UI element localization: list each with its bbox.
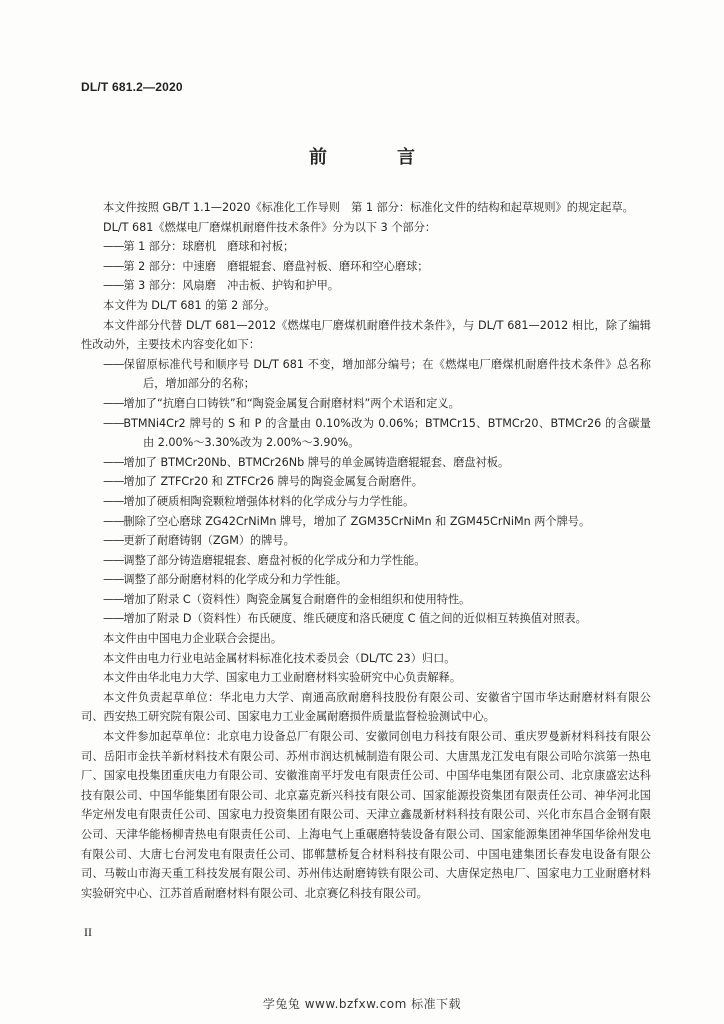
paragraph-text: BTMNi4Cr2 牌号的 S 和 P 的含量由 0.10%改为 0.06%；BTMCr15、BTMCr20、BTMCr26 的含碳量由 2.00%～3.30%改为 2.00%～3.90%。	[123, 416, 651, 450]
paragraph-text: 本文件负责起草单位：华北电力大学、南通高欣耐磨科技股份有限公司、安徽省宁国市华达耐磨材料有限公司、西安热工研究院有限公司、国家电力工业金属耐磨损件质量监督检验测试中心。	[81, 690, 651, 724]
dash-marker: ——	[103, 475, 124, 489]
change-list-item	[81, 570, 651, 590]
change-list-item	[81, 551, 651, 571]
change-list-item	[81, 355, 651, 394]
paragraph-text: 增加了 ZTFCr20 和 ZTFCr26 牌号的陶瓷金属复合耐磨件。	[123, 475, 423, 489]
paragraph-text: 增加了 BTMCr20Nb、BTMCr26Nb 牌号的单金属铸造磨辊辊套、磨盘衬板。	[123, 455, 510, 469]
dash-marker: ——	[103, 259, 124, 273]
change-list-item	[81, 492, 651, 512]
change-list-item	[81, 453, 651, 473]
dash-marker: ——	[103, 494, 124, 508]
paragraph-text: DL/T 681《燃煤电厂磨煤机耐磨件技术条件》分为以下 3 个部分：	[103, 220, 437, 234]
dash-marker: ——	[103, 534, 124, 548]
paragraph	[81, 688, 651, 727]
change-list-item	[81, 512, 651, 532]
paragraph-text: 本文件由华北电力大学、国家电力工业耐磨材料实验研究中心负责解释。	[103, 671, 462, 685]
paragraph-text: 增加了附录 C（资料性）陶瓷金属复合耐磨件的金相组织和使用特性。	[123, 592, 471, 606]
dash-marker: ——	[103, 416, 124, 430]
page-number: II	[84, 925, 92, 939]
watermark-text: 学兔兔 www.bzfxw.com 标准下载	[262, 997, 462, 1011]
paragraph-text: 更新了耐磨铸钢（ZGM）的牌号。	[123, 534, 295, 548]
paragraph-text: 增加了硬质相陶瓷颗粒增强体材料的化学成分与力学性能。	[123, 494, 415, 508]
paragraph-text: 调整了部分铸造磨辊辊套、磨盘衬板的化学成分和力学性能。	[123, 553, 426, 567]
dash-marker: ——	[103, 240, 124, 254]
dash-marker: ——	[103, 279, 124, 293]
dash-marker: ——	[103, 396, 124, 410]
paragraph-text: 增加了附录 D（资料性）布氏硬度、维氏硬度和洛氏硬度 C 值之间的近似相互转换值对照表。	[123, 612, 587, 626]
paragraph	[81, 649, 651, 669]
paragraph-text: 增加了“抗磨白口铸铁”和“陶瓷金属复合耐磨材料”两个术语和定义。	[123, 396, 460, 410]
paragraph	[81, 668, 651, 688]
change-list-item	[81, 590, 651, 610]
dash-marker: ——	[103, 357, 124, 371]
change-list-item	[81, 257, 651, 277]
paragraph-text: 本文件为 DL/T 681 的第 2 部分。	[103, 298, 276, 312]
paragraph-text: 本文件部分代替 DL/T 681—2012《燃煤电厂磨煤机耐磨件技术条件》，与 DL/T 681—2012 相比，除了编辑性改动外，主要技术内容变化如下：	[81, 318, 651, 352]
change-list-item	[81, 531, 651, 551]
change-list-item	[81, 237, 651, 257]
paragraph-text: 删除了空心磨球 ZG42CrNiMn 牌号，增加了 ZGM35CrNiMn 和 ZGM45CrNiMn 两个牌号。	[123, 514, 591, 528]
dash-marker: ——	[103, 455, 124, 469]
paragraph	[81, 218, 651, 238]
paragraph	[81, 629, 651, 649]
paragraph-text: 保留原标准代号和顺序号 DL/T 681 不变，增加部分编号；在《燃煤电厂磨煤机耐磨件技术条件》总名称后，增加部分的名称；	[123, 357, 651, 391]
paragraph	[81, 296, 651, 316]
paragraph	[81, 727, 651, 903]
dash-marker: ——	[103, 573, 124, 587]
paragraph-text: 调整了部分耐磨材料的化学成分和力学性能。	[123, 573, 348, 587]
paragraph-text: 本文件由中国电力企业联合会提出。	[103, 632, 283, 646]
paragraph-text: 第 1 部分：球磨机 磨球和衬板；	[123, 240, 295, 254]
change-list-item	[81, 394, 651, 414]
paragraph-text: 本文件由电力行业电站金属材料标准化技术委员会（DL/TC 23）归口。	[103, 651, 456, 665]
dash-marker: ——	[103, 514, 124, 528]
dash-marker: ——	[103, 592, 124, 606]
change-list-item	[81, 414, 651, 453]
dash-marker: ——	[103, 553, 124, 567]
page-title: 前 言	[309, 147, 441, 168]
change-list-item	[81, 472, 651, 492]
change-list-item	[81, 609, 651, 629]
document-code: DL/T 681.2—2020	[81, 80, 183, 94]
paragraph-text: 第 2 部分：中速磨 磨辊辊套、磨盘衬板、磨环和空心磨球；	[123, 259, 429, 273]
foreword-body	[81, 198, 651, 903]
paragraph-text: 第 3 部分：风扇磨 冲击板、护钩和护甲。	[123, 279, 339, 293]
paragraph	[81, 316, 651, 355]
paragraph	[81, 198, 651, 218]
paragraph-text: 本文件按照 GB/T 1.1—2020《标准化工作导则 第 1 部分：标准化文件的结构和起草规则》的规定起草。	[103, 201, 634, 214]
change-list-item	[81, 276, 651, 296]
dash-marker: ——	[103, 612, 124, 626]
paragraph-text: 本文件参加起草单位：北京电力设备总厂有限公司、安徽同创电力科技有限公司、重庆罗曼新材料科技有限公司、岳阳市金扶羊新材料技术有限公司、苏州市润达机械制造有限公司、大唐黑龙江发电有限公司哈尔滨第一热电厂、国家电投集团重庆电力有限公司、安徽淮南平圩发电有限责任公司、中国华电集团有限公司、北京康盛宏达科技有限公司、中国华能集团有限公司、北京嘉克新兴科技有限公司、国家能源投资集团有限责任公司、神华河北国华定州发电有限责任公司、国家电力投资集团有限公司、天津立鑫晟新材料科技有限公司、兴化市东昌合金钢有限公司、天津华能杨柳青热电有限责任公司、上海电气上重碾磨特装设备有限公司、国家能源集团神华国华徐州发电有限公司、大唐七台河发电有限责任公司、邯郸慧桥复合材料科技有限公司、中国电建集团长春发电设备有限公司、马鞍山市海天重工科技发展有限公司、苏州伟达耐磨铸铁有限公司、大唐保定热电厂、国家电力工业耐磨材料实验研究中心、江苏首盾耐磨材料有限公司、北京赛亿科技有限公司。	[81, 730, 651, 900]
